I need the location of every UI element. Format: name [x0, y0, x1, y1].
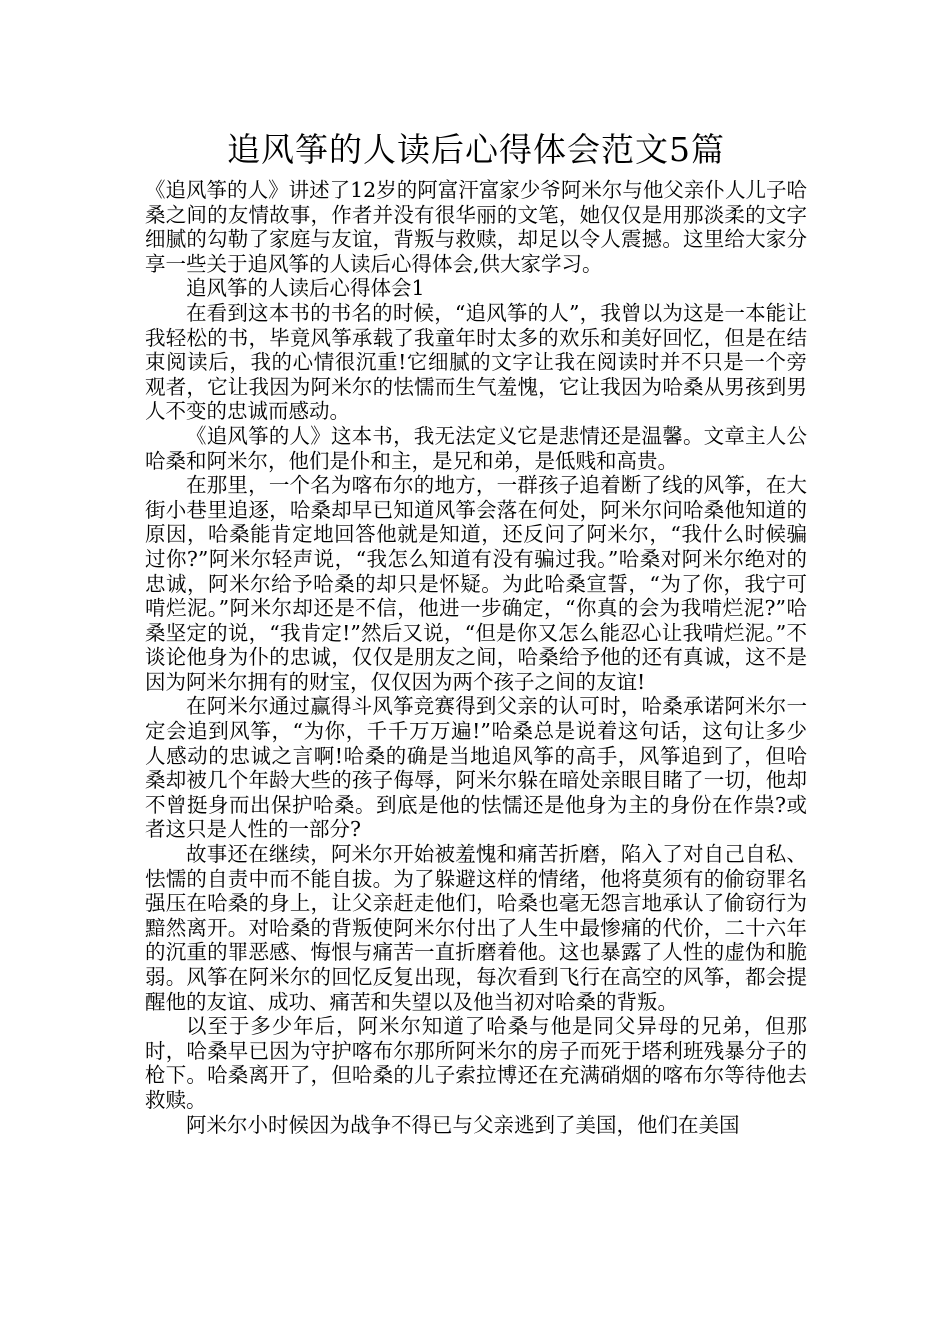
intro-paragraph: 《追风筝的人》讲述了12岁的阿富汗富家少爷阿米尔与他父亲仆人儿子哈桑之间的友情故事，作者并没有很华丽的文笔，她仅仅是用那淡柔的文字细腻的勾勒了家庭与友谊，背叛与救赎，却足以令人震撼。这里给大家分享一些关于追风筝的人读后心得体会,供大家学习。: [145, 178, 807, 276]
body-paragraph: 故事还在继续，阿米尔开始被羞愧和痛苦折磨，陷入了对自己自私、怯懦的自责中而不能自拔。为了躲避这样的情绪，他将莫须有的偷窃罪名强压在哈桑的身上，让父亲赶走他们，哈桑也毫无怨言地承认了偷窃行为黯然离开。对哈桑的背叛使阿米尔付出了人生中最惨痛的代价，二十六年的沉重的罪恶感、悔恨与痛苦一直折磨着他。这也暴露了人性的虚伪和脆弱。风筝在阿米尔的回忆反复出现，每次看到飞行在高空的风筝，都会提醒他的友谊、成功、痛苦和失望以及他当初对哈桑的背叛。: [145, 842, 807, 1014]
body-paragraph: 在那里，一个名为喀布尔的地方，一群孩子追着断了线的风筝，在大街小巷里追逐，哈桑却早已知道风筝会落在何处，阿米尔问哈桑他知道的原因，哈桑能肯定地回答他就是知道，还反问了阿米尔，“我什么时候骗过你?”阿米尔轻声说，“我怎么知道有没有骗过我。”哈桑对阿米尔绝对的忠诚，阿米尔给予哈桑的却只是怀疑。为此哈桑宣誓，“为了你，我宁可啃烂泥。”阿米尔却还是不信，他进一步确定，“你真的会为我啃烂泥?”哈桑坚定的说，“我肯定!”然后又说，“但是你又怎么能忍心让我啃烂泥。”不谈论他身为仆的忠诚，仅仅是朋友之间，哈桑给予他的还有真诚，这不是因为阿米尔拥有的财宝，仅仅因为两个孩子之间的友谊!: [145, 473, 807, 694]
body-paragraph: 《追风筝的人》这本书，我无法定义它是悲情还是温馨。文章主人公哈桑和阿米尔，他们是仆和主，是兄和弟，是低贱和高贵。: [145, 423, 807, 473]
document-page: [145, 128, 807, 1137]
body-paragraph: 在阿米尔通过赢得斗风筝竞赛得到父亲的认可时，哈桑承诺阿米尔一定会追到风筝，“为你，千千万万遍!”哈桑总是说着这句话，这句让多少人感动的忠诚之言啊!哈桑的确是当地追风筝的高手，风筝追到了，但哈桑却被几个年龄大些的孩子侮辱，阿米尔躲在暗处亲眼目睹了一切，他却不曾挺身而出保护哈桑。到底是他的怯懦还是他身为主的身份在作祟?或者这只是人性的一部分?: [145, 694, 807, 842]
body-paragraph: 在看到这本书的书名的时候，“追风筝的人”，我曾以为这是一本能让我轻松的书，毕竟风筝承载了我童年时太多的欢乐和美好回忆，但是在结束阅读后，我的心情很沉重!它细腻的文字让我在阅读时并不只是一个旁观者，它让我因为阿米尔的怯懦而生气羞愧，它让我因为哈桑从男孩到男人不变的忠诚而感动。: [145, 300, 807, 424]
document-title: 追风筝的人读后心得体会范文5篇: [227, 130, 725, 169]
section-heading: 追风筝的人读后心得体会1: [186, 276, 425, 301]
body-paragraph: 阿米尔小时候因为战争不得已与父亲逃到了美国，他们在美国: [186, 1112, 740, 1137]
body-paragraph: 以至于多少年后，阿米尔知道了哈桑与他是同父异母的兄弟，但那时，哈桑早已因为守护喀布尔那所阿米尔的房子而死于塔利班残暴分子的枪下。哈桑离开了，但哈桑的儿子索拉博还在充满硝烟的喀布尔等待他去救赎。: [145, 1014, 807, 1112]
